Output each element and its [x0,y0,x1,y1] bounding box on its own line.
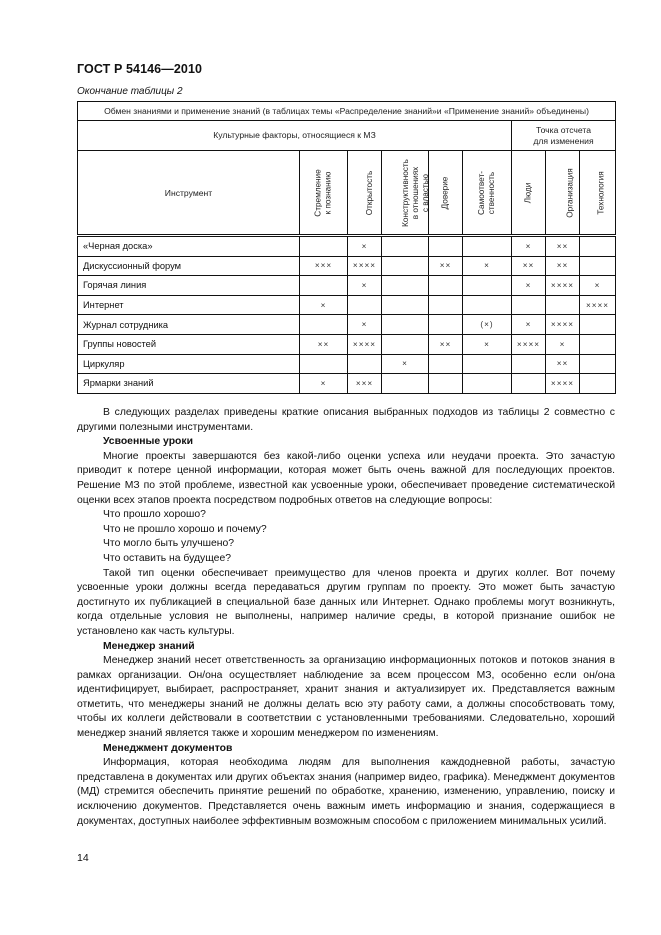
rating-cell [512,354,546,374]
section-heading-knowledge-manager: Менеджер знаний [103,640,195,652]
table-row [78,334,616,354]
lessons-learned-paragraph-1: Многие проекты завершаются без какой-либо оценки успеха или неудачи проекта. Это зачастую приводит к потере ценной информации, которая может быть очень важной для последующих проектов. Решение МЗ по этой проблеме, известной как усвоенные уроки, обеспечивает проведение систематической оценки всех этапов проекта посредством подробных ответов на следующие вопросы: [77,450,615,506]
tool-name-cell: Циркуляр [78,354,300,374]
rating-cell [300,354,348,374]
column-header-label: Доверие [440,176,450,210]
rating-cell [580,374,616,394]
rating-cell: × [463,256,512,276]
rating-cell [382,374,429,394]
rating-cell [300,236,348,257]
table-row [78,315,616,335]
document-management-paragraph: Информация, которая необходима людям для выполнения каждодневной работы, зачастую представлена в документах или других объектах знания (например видео, графика). Менеджмент документов (МД) стремится обеспечить принятие решений по обработке, хранению, изменению, управлению, поиску и исключению документов. Представляется очень важным иметь информацию и знания, содержащиеся в документах, доступных наиболее эффективным возможным способом с приложением минимальных усилий. [77,757,615,827]
column-header-label: Технология [596,171,606,215]
culture-factors-group-header: Культурные факторы, относящиеся к МЗ [78,121,512,151]
rating-cell [546,295,580,315]
table-row [78,354,616,374]
rating-cell: ×××× [546,315,580,335]
change-point-group-header: Точка отсчета для изменения [512,121,616,151]
intro-paragraph: В следующих разделах приведены краткие описания выбранных подходов из таблицы 2 совместно с другими полезными инструментами. [77,407,615,433]
tool-name-cell: Ярмарки знаний [78,374,300,394]
rating-cell [512,295,546,315]
rating-cell: ×× [546,236,580,257]
rating-cell: × [348,236,382,257]
rating-cell [348,354,382,374]
rating-cell: ×××× [580,295,616,315]
rating-cell [429,236,463,257]
rating-cell: ××× [348,374,382,394]
table-row [78,276,616,296]
rating-cell [300,276,348,296]
rating-cell: ×××× [546,276,580,296]
rating-cell: × [512,315,546,335]
rating-cell [382,236,429,257]
rating-cell: ×× [429,256,463,276]
document-id: ГОСТ Р 54146—2010 [77,62,203,76]
rating-cell: × [348,315,382,335]
column-header-label: Конструктивность в отношениях с властью [400,158,430,227]
knowledge-manager-paragraph: Менеджер знаний несет ответственность за организацию информационных потоков и потоков знания в рамках организации. Он/она осуществляет наблюдение за всем процессом МЗ, особенно если он/она идентифицирует, выбирает, распространяет, хранит знания и актуализирует их. Представляется важным отметить, что менеджеры знаний не должны делать всю эту работу сами, а должны способствовать тому, чтобы их коллеги действовали в соответствии с установленными требованиями. Следовательно, хороший менеджер знаний является также и хорошим менеджером по изменениям. [77,655,615,740]
rating-cell: × [580,276,616,296]
rating-cell: × [512,276,546,296]
rating-cell [429,295,463,315]
rating-cell [512,374,546,394]
rating-cell [348,295,382,315]
rating-cell: ×× [546,256,580,276]
rating-cell [300,315,348,335]
rating-cell [382,276,429,296]
column-header [429,151,463,236]
tool-name-cell: Дискуссионный форум [78,256,300,276]
tool-name-cell: Интернет [78,295,300,315]
rating-cell: ×× [429,334,463,354]
section-heading-lessons-learned: Усвоенные уроки [103,436,193,448]
column-header-label: Стремление к познанию [313,168,333,217]
question-item: Что не прошло хорошо и почему? [103,523,267,535]
question-item: Что прошло хорошо? [103,509,206,521]
question-item: Что оставить на будущее? [103,552,232,564]
rating-cell [429,354,463,374]
column-header [348,151,382,236]
column-header [580,151,616,236]
table-2-continuation [77,101,616,394]
column-header-label: Самоответ- ственность [476,170,496,215]
rating-cell: × [348,276,382,296]
rating-cell: × [463,334,512,354]
rating-cell: ×××× [348,334,382,354]
table-title: Обмен знаниями и применение знаний (в таблицах темы «Распределение знаний»и «Применение знаний» объединены) [78,102,616,121]
rating-cell [580,256,616,276]
table-row [78,295,616,315]
rating-cell: × [300,374,348,394]
rating-cell [463,276,512,296]
rating-cell [429,315,463,335]
lessons-learned-paragraph-2: Такой тип оценки обеспечивает преимущество для членов проекта и других коллег. Вот почему усвоенные уроки должны всегда передаваться другим группам по проекту. Это может быть зачастую достигнуто их публикацией в специальной базе данных или Интернет. Однако проблемы могут возникнуть, когда отдельные условия не выполнены, например наличие среды, в которой признание ошибок не установлено как часть культуры. [77,567,615,637]
rating-cell [382,256,429,276]
rating-cell [580,354,616,374]
tool-name-cell: Группы новостей [78,334,300,354]
column-header-label: Организация [565,168,575,218]
rating-cell: × [300,295,348,315]
rating-cell: × [546,334,580,354]
rating-cell [463,295,512,315]
column-header [382,151,429,236]
column-header-label: Открытость [365,170,375,216]
rating-cell: ×××× [546,374,580,394]
tool-name-cell: Журнал сотрудника [78,315,300,335]
rating-cell: ×××× [512,334,546,354]
section-heading-document-management: Менеджмент документов [103,742,233,754]
rating-cell [580,236,616,257]
rating-cell [463,236,512,257]
rating-cell [580,315,616,335]
rating-cell: ×××× [348,256,382,276]
column-header [463,151,512,236]
rating-cell: × [382,354,429,374]
question-item: Что могло быть улучшено? [103,538,235,550]
rating-cell: × [512,236,546,257]
table-row [78,374,616,394]
column-header [512,151,546,236]
tool-column-header: Инструмент [78,151,300,236]
rating-cell: ×× [512,256,546,276]
table-row [78,256,616,276]
rating-cell [580,334,616,354]
rating-cell [382,295,429,315]
rating-cell [382,334,429,354]
body-text [77,406,615,829]
rating-cell: ××× [300,256,348,276]
rating-cell [463,354,512,374]
column-header [300,151,348,236]
rating-cell [429,374,463,394]
rating-cell [429,276,463,296]
column-header-label: Люди [523,182,533,204]
tool-name-cell: Горячая линия [78,276,300,296]
rating-cell [463,374,512,394]
table-row [78,236,616,257]
rating-cell [382,315,429,335]
rating-cell: (×) [463,315,512,335]
rating-cell: ×× [300,334,348,354]
page-number: 14 [77,852,89,864]
table-caption: Окончание таблицы 2 [77,86,183,97]
column-header [546,151,580,236]
rating-cell: ×× [546,354,580,374]
tool-name-cell: «Черная доска» [78,236,300,257]
